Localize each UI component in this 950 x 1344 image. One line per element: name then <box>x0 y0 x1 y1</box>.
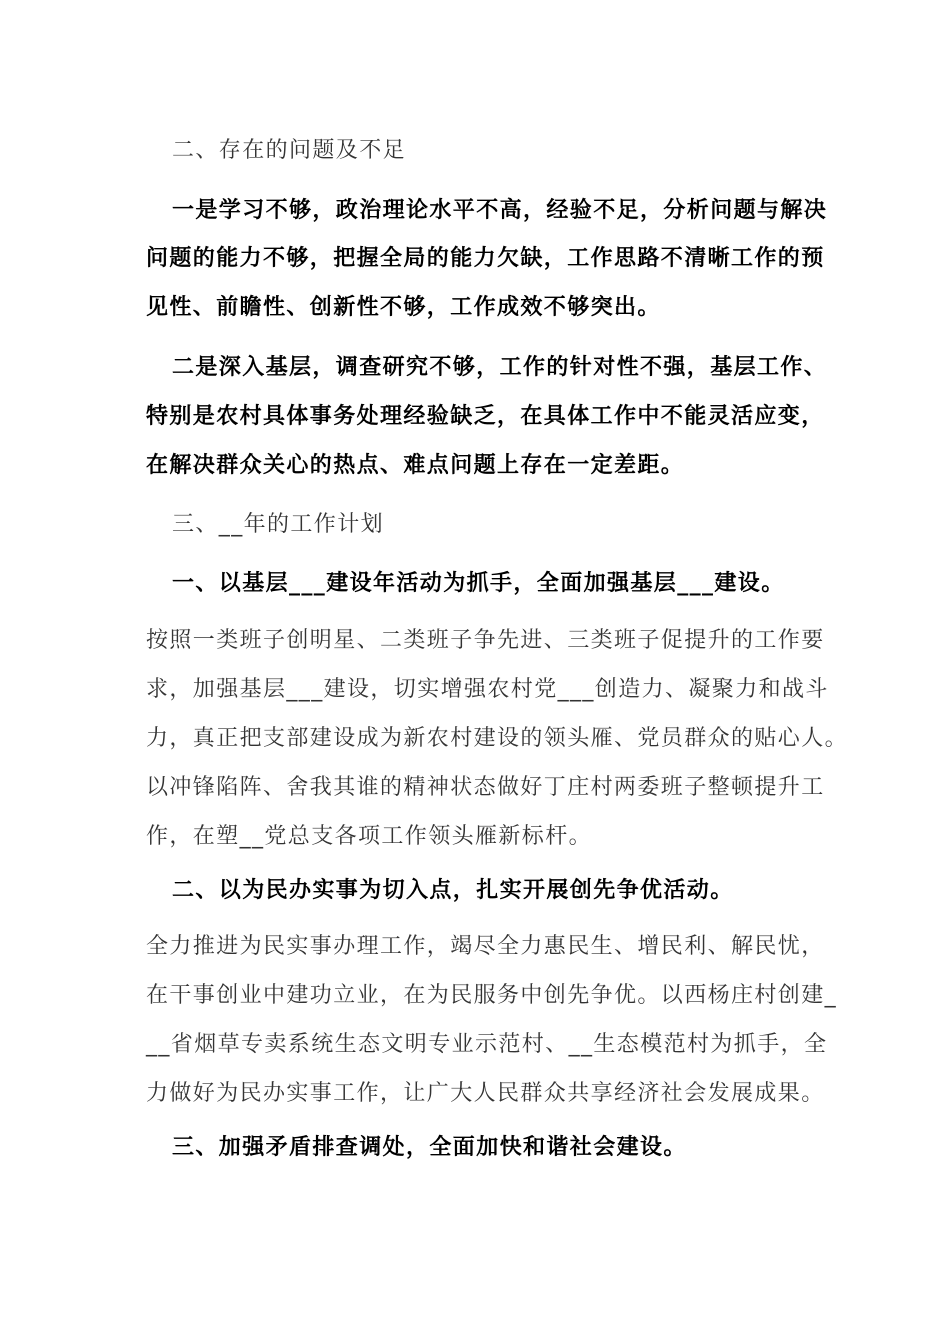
plan-one-body-line-4: 以冲锋陷阵、舍我其谁的精神状态做好丁庄村两委班子整顿提升工 <box>146 775 825 800</box>
plan-two-body-line-3: __省烟草专卖系统生态文明专业示范村、__生态模范村为抓手，全 <box>146 1032 828 1057</box>
plan-heading: 三、__年的工作计划 <box>172 512 385 537</box>
problem-one-line-3: 见性、前瞻性、创新性不够，工作成效不够突出。 <box>146 295 661 320</box>
problem-one-line-1: 一是学习不够，政治理论水平不高，经验不足，分析问题与解决 <box>172 198 828 223</box>
problem-two-line-2: 特别是农村具体事务处理经验缺乏，在具体工作中不能灵活应变， <box>146 404 825 429</box>
plan-one-body-line-2: 求，加强基层___建设，切实增强农村党___创造力、凝聚力和战斗 <box>146 677 829 702</box>
plan-two-body-line-1: 全力推进为民实事办理工作，竭尽全力惠民生、增民利、解民忧， <box>146 934 825 959</box>
problem-one-line-2: 问题的能力不够，把握全局的能力欠缺，工作思路不清晰工作的预 <box>146 246 825 271</box>
problems-heading: 二、存在的问题及不足 <box>172 138 407 163</box>
plan-one-title: 一、以基层___建设年活动为抓手，全面加强基层___建设。 <box>172 571 785 596</box>
plan-one-body-line-3: 力，真正把支部建设成为新农村建设的领头雁、党员群众的贴心人。 <box>146 726 849 751</box>
plan-two-body-line-2: 在干事创业中建功立业，在为民服务中创先争优。以西杨庄村创建_ <box>146 983 838 1008</box>
plan-two-body-line-4: 力做好为民办实事工作，让广大人民群众共享经济社会发展成果。 <box>146 1081 825 1106</box>
plan-one-body-line-5: 作，在塑__党总支各项工作领头雁新标杆。 <box>146 824 593 849</box>
plan-three-title: 三、加强矛盾排查调处，全面加快和谐社会建设。 <box>172 1135 687 1160</box>
problem-two-line-1: 二是深入基层，调查研究不够，工作的针对性不强，基层工作、 <box>172 355 828 380</box>
problem-two-line-3: 在解决群众关心的热点、难点问题上存在一定差距。 <box>146 453 685 478</box>
plan-two-title: 二、以为民办实事为切入点，扎实开展创先争优活动。 <box>172 878 734 903</box>
plan-one-body-line-1: 按照一类班子创明星、二类班子争先进、三类班子促提升的工作要 <box>146 628 825 653</box>
